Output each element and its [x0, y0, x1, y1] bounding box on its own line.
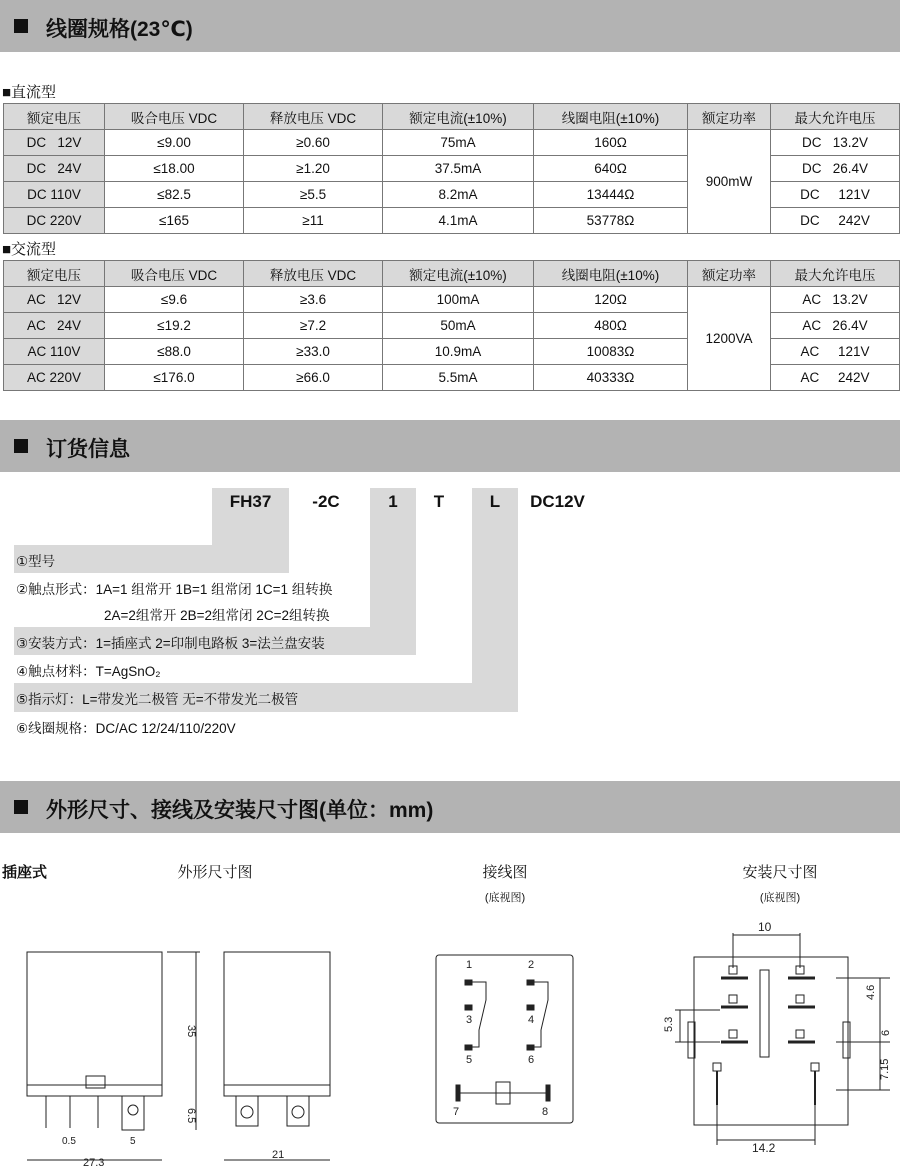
column-header: 线圈电阻(±10%) [534, 261, 688, 287]
table-cell: AC 24V [4, 313, 105, 339]
code-coil: DC12V [530, 492, 585, 511]
table-cell: 10083Ω [534, 339, 688, 365]
table-cell: DC 220V [4, 208, 105, 234]
table-cell: DC 13.2V [771, 130, 900, 156]
table-cell: ≥33.0 [244, 339, 383, 365]
dim-6: 6 [880, 1029, 892, 1036]
table-cell: 480Ω [534, 313, 688, 339]
pin-6: 6 [528, 1054, 535, 1066]
table-cell: 75mA [383, 130, 534, 156]
table-cell: AC 242V [771, 365, 900, 391]
section-title: 线圈规格(23℃) [46, 18, 193, 41]
table-cell: ≤9.6 [105, 287, 244, 313]
dim-7-15: 7.15 [879, 1058, 891, 1080]
column-header: 释放电压 VDC [244, 104, 383, 130]
ac-label: ■交流型 [2, 241, 57, 258]
wiring-diagram [436, 955, 573, 1123]
table-cell: AC 220V [4, 365, 105, 391]
code-material: T [433, 492, 445, 511]
table-cell: 5.5mA [383, 365, 534, 391]
code-model: FH37 [229, 492, 272, 511]
order-line-3: ③安装方式：1=插座式 2=印制电路板 3=法兰盘安装 [16, 636, 325, 651]
column-header: 额定电流(±10%) [383, 104, 534, 130]
dim-tab-width: 5 [130, 1136, 136, 1147]
dim-14-2: 14.2 [752, 1141, 776, 1155]
mounting-title: 安装尺寸图 [742, 864, 818, 881]
table-cell: ≥7.2 [244, 313, 383, 339]
pin-5: 5 [466, 1054, 473, 1066]
outline-side-view [224, 952, 330, 1160]
outline-front-view [27, 952, 200, 1160]
table-cell: AC 12V [4, 287, 105, 313]
table-cell: 40333Ω [534, 365, 688, 391]
table-cell: ≥1.20 [244, 156, 383, 182]
table-cell: 640Ω [534, 156, 688, 182]
table-cell: 13444Ω [534, 182, 688, 208]
table-cell: ≥11 [244, 208, 383, 234]
table-cell: DC 12V [4, 130, 105, 156]
column-header: 额定功率 [688, 104, 771, 130]
column-header: 额定功率 [688, 261, 771, 287]
dim-height: 35 [185, 1025, 197, 1038]
mounting-subtitle: (底视图) [759, 892, 801, 904]
table-cell: ≤176.0 [105, 365, 244, 391]
order-line-1: ①型号 [16, 554, 56, 569]
table-cell: DC 110V [4, 182, 105, 208]
column-header: 额定电压 [4, 261, 105, 287]
pin-1: 1 [466, 959, 473, 971]
table-cell: 37.5mA [383, 156, 534, 182]
column-header: 额定电压 [4, 104, 105, 130]
table-cell: AC 13.2V [771, 287, 900, 313]
order-line-2: ②触点形式：1A=1 组常开 1B=1 组常闭 1C=1 组转换 [16, 582, 333, 597]
pin-8: 8 [542, 1106, 549, 1118]
column-header: 释放电压 VDC [244, 261, 383, 287]
order-line-5: ⑤指示灯：L=带发光二极管 无=不带发光二极管 [16, 692, 299, 707]
outline-title: 外形尺寸图 [177, 864, 253, 881]
rated-power: 900mW [688, 130, 771, 234]
pin-7: 7 [453, 1106, 460, 1118]
column-header: 吸合电压 VDC [105, 261, 244, 287]
table-cell: DC 24V [4, 156, 105, 182]
table-cell: AC 26.4V [771, 313, 900, 339]
column-header: 最大允许电压 [771, 261, 900, 287]
table-cell: 50mA [383, 313, 534, 339]
column-header: 吸合电压 VDC [105, 104, 244, 130]
section-title: 订货信息 [46, 438, 130, 461]
mounting-diagram [675, 933, 890, 1145]
order-line-4: ④触点材料：T=AgSnO₂ [16, 664, 161, 679]
table-cell: ≥3.6 [244, 287, 383, 313]
rated-power: 1200VA [688, 287, 771, 391]
column-header: 线圈电阻(±10%) [534, 104, 688, 130]
pin-2: 2 [528, 959, 535, 971]
table-cell: ≤165 [105, 208, 244, 234]
column-header: 最大允许电压 [771, 104, 900, 130]
dim-4-6: 4.6 [865, 984, 877, 1000]
table-cell: AC 110V [4, 339, 105, 365]
table-cell: 100mA [383, 287, 534, 313]
order-line-6: ⑥线圈规格：DC/AC 12/24/110/220V [16, 721, 236, 736]
table-cell: 53778Ω [534, 208, 688, 234]
table-cell: ≤9.00 [105, 130, 244, 156]
code-led: L [489, 492, 501, 511]
table-cell: ≥66.0 [244, 365, 383, 391]
table-cell: ≤19.2 [105, 313, 244, 339]
table-cell: ≥0.60 [244, 130, 383, 156]
table-cell: 4.1mA [383, 208, 534, 234]
code-contact: -2C [312, 492, 340, 511]
table-cell: ≤88.0 [105, 339, 244, 365]
table-cell: DC 121V [771, 182, 900, 208]
column-header: 额定电流(±10%) [383, 261, 534, 287]
dim-pin-length: 6.5 [185, 1108, 197, 1124]
table-cell: DC 26.4V [771, 156, 900, 182]
pin-4: 4 [528, 1014, 535, 1026]
table-cell: AC 121V [771, 339, 900, 365]
table-cell: ≥5.5 [244, 182, 383, 208]
pin-3: 3 [466, 1014, 473, 1026]
table-cell: DC 242V [771, 208, 900, 234]
table-cell: ≤18.00 [105, 156, 244, 182]
dim-pin-spacing-x: 10 [758, 920, 772, 934]
dim-length: 27.3 [83, 1157, 105, 1169]
code-mount: 1 [388, 492, 398, 511]
table-cell: 10.9mA [383, 339, 534, 365]
dim-5-3: 5.3 [663, 1016, 675, 1032]
table-cell: ≤82.5 [105, 182, 244, 208]
wiring-subtitle: (底视图) [484, 892, 526, 904]
table-cell: 8.2mA [383, 182, 534, 208]
wiring-title: 接线图 [482, 864, 528, 881]
dim-pin-width: 0.5 [62, 1136, 76, 1147]
dc-label: ■直流型 [2, 84, 57, 101]
mount-type-label: 插座式 [2, 864, 48, 881]
order-line-2b: 2A=2组常开 2B=2组常闭 2C=2组转换 [104, 608, 330, 623]
table-cell: 160Ω [534, 130, 688, 156]
section-title: 外形尺寸、接线及安装尺寸图(单位：mm) [46, 799, 434, 822]
dim-width: 21 [272, 1149, 285, 1161]
table-cell: 120Ω [534, 287, 688, 313]
